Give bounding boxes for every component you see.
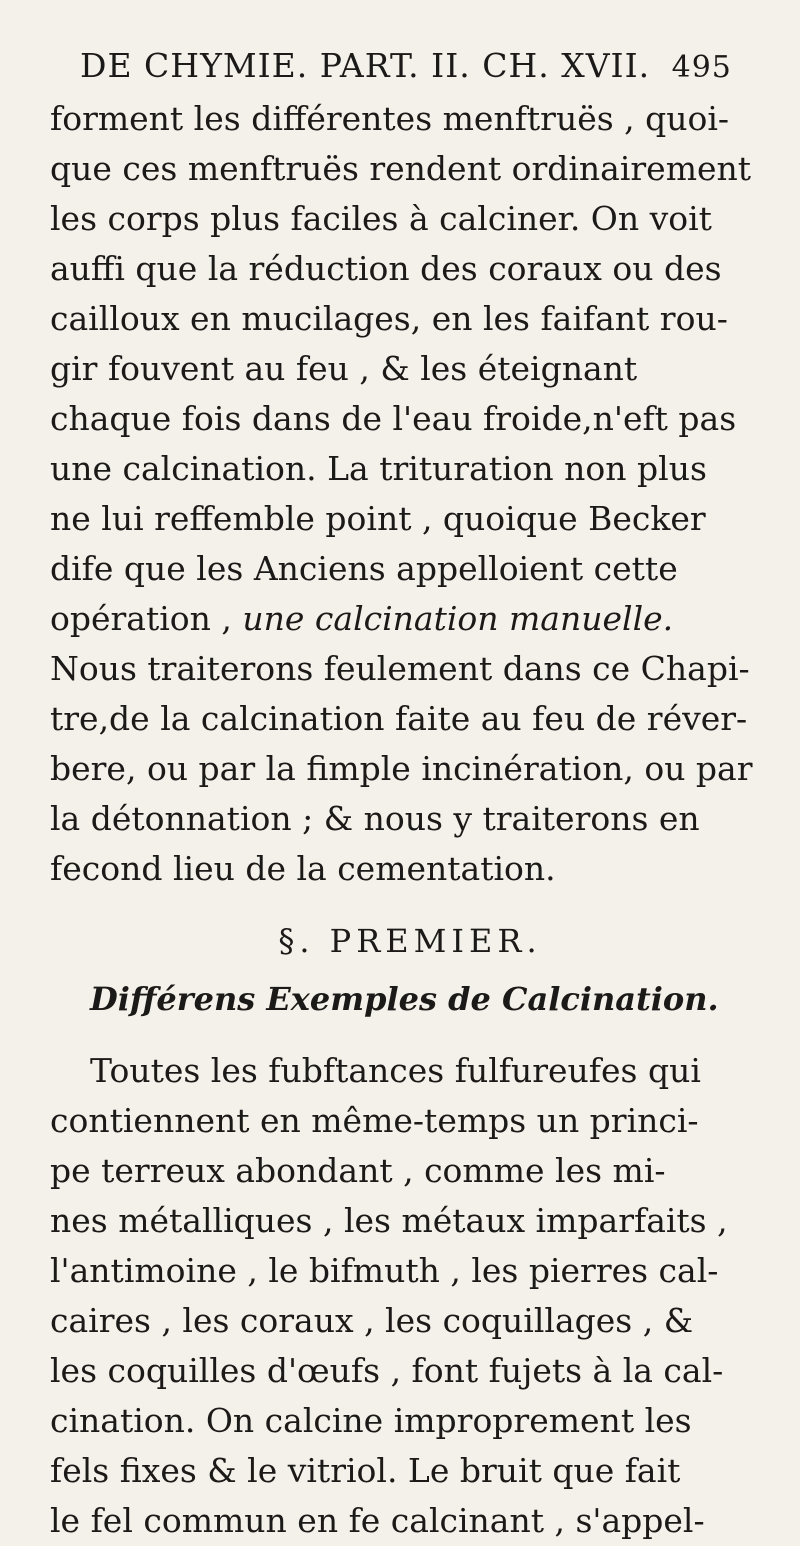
text-line: auffi que la réduction des coraux ou des [50,249,722,288]
text-line: Toutes les fubftances fulfureufes qui [90,1051,701,1090]
text-line: l'antimoine , le bifmuth , les pierres cal- [50,1251,719,1290]
text-line: les corps plus faciles à calciner. On voit [50,199,712,238]
text-line: que ces menftruës rendent ordinairement [50,149,752,188]
text-line: une calcination. La trituration non plus [50,449,707,488]
paragraph-1 [50,94,770,894]
text-line: cailloux en mucilages, en les faifant rou- [50,299,728,338]
text-line: forment les différentes menftruës , quoi- [50,99,730,138]
text-line: ne lui reffemble point , quoique Becker [50,499,706,538]
book-page [50,38,770,1546]
text-line: nes métalliques , les métaux imparfaits , [50,1201,728,1240]
text-line: caires , les coraux , les coquillages , & [50,1301,694,1340]
running-head [50,38,770,94]
text-line: le fel commun en fe calcinant , s'appel- [50,1501,705,1540]
text-line: les coquilles d'œufs , font fujets à la cal- [50,1351,724,1390]
page-number: 495 [671,50,732,85]
text-line: dife que les Anciens appelloient cette [50,549,678,588]
text-line: fels fixes & le vitriol. Le bruit que fait [50,1451,681,1490]
text-line: gir fouvent au feu , & les éteignant [50,349,638,388]
text-line: fecond lieu de la cementation. [50,849,556,888]
text-line: tre,de la calcination faite au feu de réver- [50,699,748,738]
text-line: contiennent en même-temps un princi- [50,1101,699,1140]
italic-phrase: une calcination manuelle. [242,599,674,638]
text-line: Nous traiterons feulement dans ce Chapi- [50,649,750,688]
text-segment: opération , [50,599,243,638]
running-head-title: DE CHYMIE. PART. II. CH. XVII. [80,46,651,85]
section-subtitle: Différens Exemples de Calcination. [90,980,719,1018]
text-line: la détonnation ; & nous y traiterons en [50,799,700,838]
paragraph-2 [50,1046,770,1546]
text-line: chaque fois dans de l'eau froide,n'eft pas [50,399,737,438]
spacer [50,894,770,912]
spacer [50,1028,770,1046]
text-line [50,594,770,644]
text-line: cination. On calcine improprement les [50,1401,692,1440]
text-line: bere, ou par la fimple incinération, ou par [50,749,753,788]
section-heading: §. PREMIER. [278,922,542,960]
text-line: pe terreux abondant , comme les mi- [50,1151,666,1190]
